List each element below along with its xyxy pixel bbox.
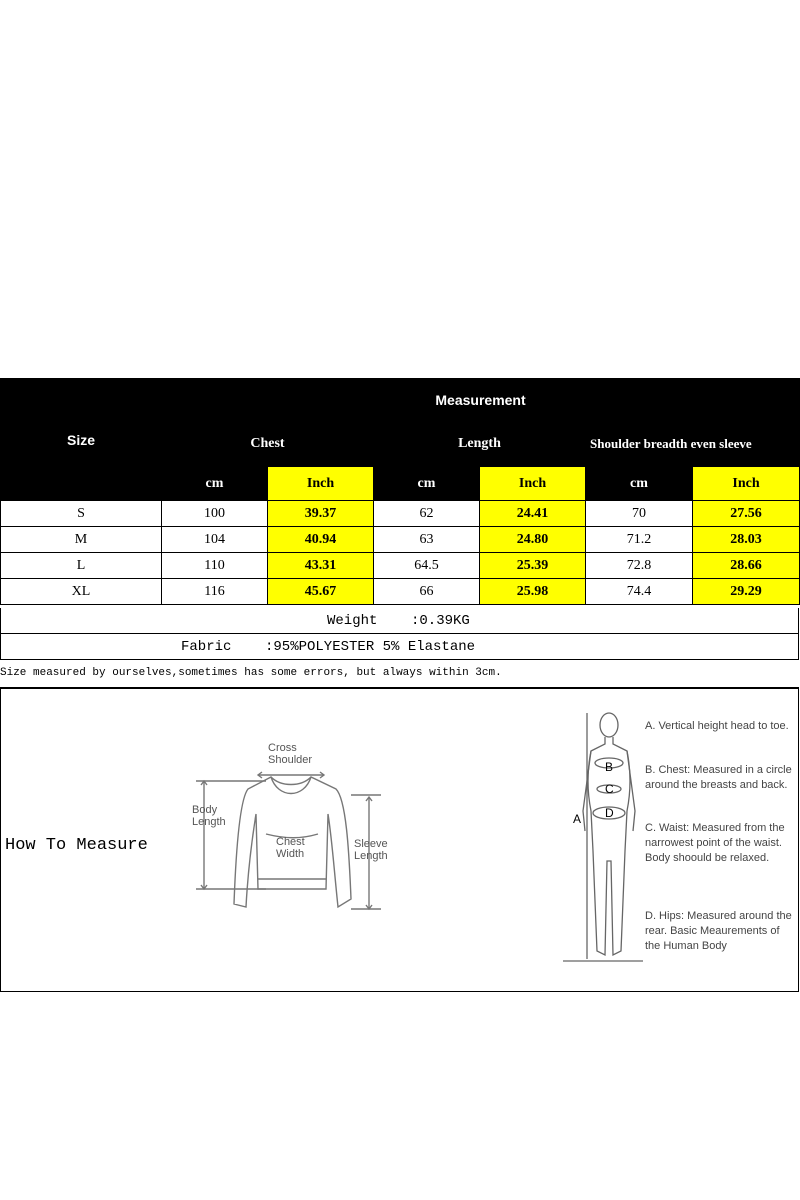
shoulder-cm-cell: 71.2 [586, 527, 693, 553]
shoulder-inch-cell: 28.03 [693, 527, 800, 553]
unit-header: Inch [480, 467, 586, 501]
legend-a: A. Vertical height head to toe. [645, 720, 789, 732]
how-to-measure-panel [0, 688, 799, 992]
chest-cm-cell: 100 [162, 501, 268, 527]
unit-header: cm [162, 467, 268, 501]
chest-inch-cell: 43.31 [268, 553, 374, 579]
shoulder-cm-cell: 74.4 [586, 579, 693, 605]
body-letter-b: B [605, 760, 614, 774]
chest-width-label-1: Chest [276, 836, 305, 848]
length-cm-cell: 63 [374, 527, 480, 553]
sleeve-length-label-2: Length [354, 850, 388, 862]
body-letter-a: A [573, 812, 582, 826]
chest-width-label-2: Width [276, 848, 305, 860]
length-inch-cell: 24.41 [480, 501, 586, 527]
cross-shoulder-label-2: Shoulder [268, 754, 313, 766]
length-header: Length [374, 421, 586, 467]
measurement-title: Measurement [162, 379, 800, 421]
weight-row [0, 608, 799, 634]
length-cm-cell: 62 [374, 501, 480, 527]
legend-c: C. Waist: Measured from the narrowest point of the waist. Body shoould be relaxed. [645, 822, 785, 864]
size-cell: M [1, 527, 162, 553]
length-cm-cell: 64.5 [374, 553, 480, 579]
legend-b: B. Chest: Measured in a circle around the breasts and back. [645, 764, 792, 791]
weight-label: Weight [327, 613, 378, 629]
garment-diagram [186, 739, 406, 929]
size-cell: S [1, 501, 162, 527]
body-length-label-1: Body [192, 804, 218, 816]
body-diagram [561, 711, 645, 975]
body-letter-d: D [605, 806, 614, 820]
chest-inch-cell: 39.37 [268, 501, 374, 527]
chest-cm-cell: 110 [162, 553, 268, 579]
legend-d: D. Hips: Measured around the rear. Basic Meaurements of the Human Body [645, 910, 792, 952]
size-table [0, 378, 800, 605]
size-cell: L [1, 553, 162, 579]
weight-value: :0.39KG [411, 613, 470, 629]
table-row [1, 501, 800, 527]
length-cm-cell: 66 [374, 579, 480, 605]
chest-header: Chest [162, 421, 374, 467]
length-inch-cell: 25.39 [480, 553, 586, 579]
body-letter-c: C [605, 782, 614, 796]
size-chart [0, 378, 799, 952]
body-length-label-2: Length [192, 816, 226, 828]
shoulder-inch-cell: 29.29 [693, 579, 800, 605]
fabric-value: :95%POLYESTER 5% Elastane [265, 639, 476, 655]
table-row [1, 527, 800, 553]
shoulder-cm-cell: 72.8 [586, 553, 693, 579]
note-text: Size measured by ourselves,sometimes has some errors, but always within 3cm. [0, 667, 502, 679]
size-cell: XL [1, 579, 162, 605]
shoulder-header: Shoulder breadth even sleeve [586, 421, 800, 467]
measure-note [0, 660, 799, 688]
chest-inch-cell: 45.67 [268, 579, 374, 605]
fabric-row [0, 634, 799, 660]
unit-header: cm [586, 467, 693, 501]
table-row [1, 553, 800, 579]
unit-header: Inch [268, 467, 374, 501]
length-inch-cell: 24.80 [480, 527, 586, 553]
shoulder-cm-cell: 70 [586, 501, 693, 527]
unit-header: Inch [693, 467, 800, 501]
length-inch-cell: 25.98 [480, 579, 586, 605]
cross-shoulder-label-1: Cross [268, 742, 297, 754]
sleeve-length-label-1: Sleeve [354, 838, 388, 850]
shoulder-inch-cell: 27.56 [693, 501, 800, 527]
shoulder-inch-cell: 28.66 [693, 553, 800, 579]
how-to-measure-label: How To Measure [5, 836, 148, 855]
table-row [1, 579, 800, 605]
unit-header: cm [374, 467, 480, 501]
size-header: Size [1, 379, 162, 501]
fabric-label: Fabric [181, 639, 232, 655]
chest-cm-cell: 104 [162, 527, 268, 553]
chest-inch-cell: 40.94 [268, 527, 374, 553]
chest-cm-cell: 116 [162, 579, 268, 605]
